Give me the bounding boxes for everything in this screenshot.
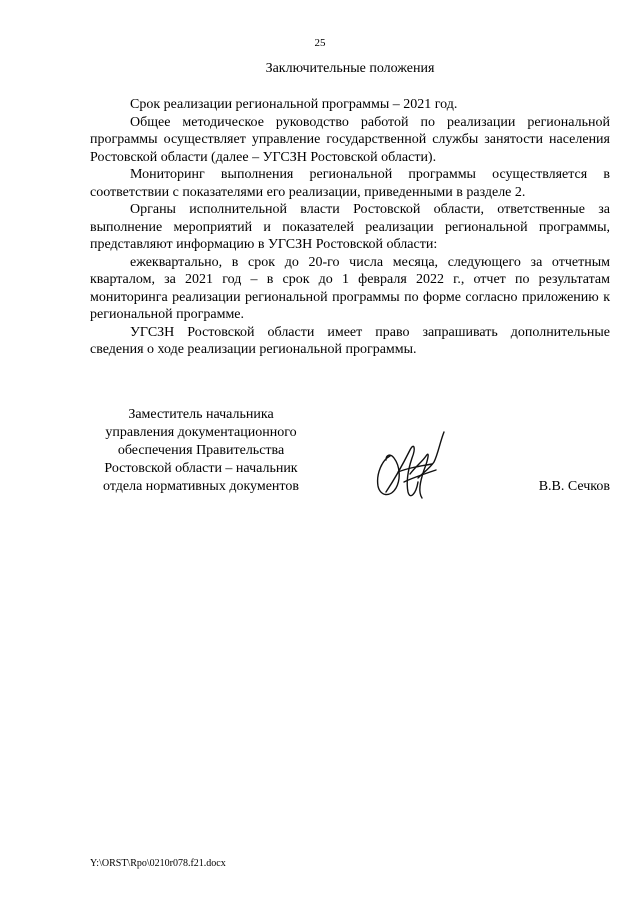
signer-position-line: Заместитель начальника [128,407,274,422]
paragraph-authorities: Органы исполнительной власти Ростовской области, ответственные за выполнение мероприятий и показателей реализации региональной программы, представляют информацию в УГСЗН Ростовской области: [90,202,610,252]
body-text [90,96,610,359]
page-number: 25 [314,37,326,49]
paragraph-monitoring: Мониторинг выполнения региональной программы осуществляется в соответствии с показателями его реализации, приведенными в разделе 2. [90,167,610,200]
signer-position-line: управления документационного [105,425,297,440]
paragraph-management: Общее методическое руководство работой по реализации региональной программы осуществляет управление государственной службы занятости населения Ростовской области (далее – УГСЗН Ростовской области). [90,114,610,165]
handwritten-signature [368,422,458,512]
paragraph-rights: УГСЗН Ростовской области имеет право запрашивать дополнительные сведения о ходе реализации региональной программы. [90,324,610,357]
paragraph-reporting: ежеквартально, в срок до 20-го числа месяца, следующего за отчетным кварталом, за 2021 год – в срок до 1 февраля 2022 г., отчет по результатам мониторинга реализации региональной программы по форме согласно приложению к региональной программе. [90,254,610,322]
signer-position-line: обеспечения Правительства [117,443,285,458]
paragraph-term: Срок реализации региональной программы – 2021 год. [130,97,458,112]
signer-position-line: отдела нормативных документов [103,479,299,494]
section-title: Заключительные положения [265,61,435,76]
file-path: Y:\ORST\Rpo\0210r078.f21.docx [90,858,226,869]
signer-position-line: Ростовской области – начальник [104,461,298,476]
signer-name: В.В. Сечков [538,479,610,494]
signer-position [90,406,312,496]
